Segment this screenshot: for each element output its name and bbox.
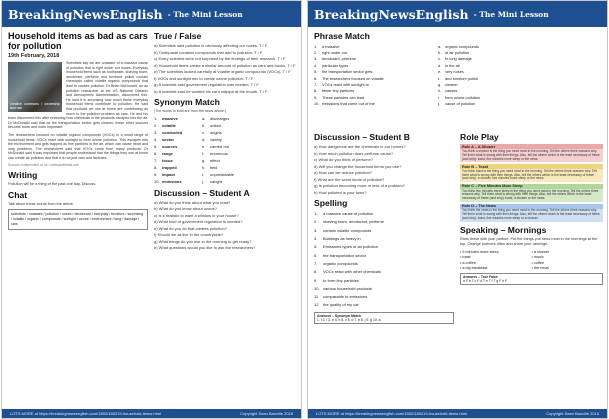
discussion-b-title: Discussion – Student B [314, 132, 410, 142]
discussion-a-item: c) Is it realistic to want a window in your house? [154, 212, 239, 218]
role-card-d [460, 204, 603, 222]
page-header [2, 1, 301, 27]
synonym-match-title: Synonym Match [154, 96, 220, 107]
photo-caption: creative commons / ownership and use [10, 102, 60, 110]
speaking-title: Speaking – Mornings [460, 225, 547, 236]
lesson-subtitle: - The Mini Lesson [167, 9, 243, 19]
role-card-a [460, 144, 603, 162]
role-card-heading: Role A – A Shower [460, 144, 603, 149]
discussion-b-item: a) How dangerous are the chemicals in our homes? [314, 144, 406, 149]
discussion-b-item: b) How much pollution does perfume cause? [314, 150, 394, 156]
discussion-a-title: Discussion – Student A [154, 187, 250, 198]
spelling-row: 10. various household products [314, 285, 372, 291]
article-sources: Sources: independent.co.uk / wattsupwiththat.com [8, 163, 80, 168]
chat-word-box: scientists / unaware / pollution / noses / deodorant / everyday / furniture / surprising / volatile / organic / compounds / sunlight / ozone / environment / lung / damage / cars [8, 209, 148, 230]
brand-logo: BreakingNewsEnglish [314, 6, 469, 22]
phrase-row: 5. the transportation sector gets e. very noses [314, 69, 464, 75]
synonym-row: 3. conducted c. origins [154, 129, 222, 135]
footer-copyright: Copyright Sean Banville 2018 [546, 411, 599, 416]
speaking-item: • a shower [531, 249, 550, 254]
phrase-row: 9. These particles can lead i. form ozone pollution [314, 94, 481, 100]
answers-true-false: Answers – True False a F b T c F d T e T f T g F h F [460, 273, 603, 285]
true-false-item: c) Every scientist were not surprised by the findings of their research. T / F [154, 56, 286, 61]
writing-prompt: Pollution will be a thing of the past one day. Discuss. [8, 182, 97, 187]
article-date: 19th February, 2018 [8, 53, 60, 59]
exercise-column [154, 31, 297, 406]
role-card-b [460, 164, 603, 182]
true-false-item: f) VOCs and sunlight mix to create ozone pollution. T / F [154, 75, 254, 81]
synonym-row: 10. emissions j. caught [154, 178, 223, 184]
phrase-row: 10. emissions that come out of the j. cause of pollution [314, 101, 476, 107]
role-card-body: You think a shower is the thing you need most in the morning. Tell the others three reasons why. Tell them what is wrong with their things. Also, tell the others which is the least necessary of these (and why): toast, five minutes more sleep or the news. [462, 148, 600, 161]
discussion-a-item: g) What things do you use in the morning to get ready? [154, 238, 252, 244]
phrase-row: 3. deodorant, perfume c. to lung damage [314, 56, 472, 62]
true-false-item: a) Scientists said pollution is obviously affecting our noses. T / F [154, 43, 268, 48]
true-false-item: e) The scientists looked carefully at volatile organic compounds (VOCs). T / F [154, 69, 291, 74]
role-card-body: You think the news is the thing you need most in the morning. Tell the others three reasons why. Tell them what is wrong with their things. Also, tell the others which is the least necessary of these (and why): toast, five minutes more sleep or a shower. [462, 208, 600, 221]
phrase-match-section [314, 31, 603, 131]
speaking-item: • a big breakfast [460, 266, 488, 271]
phrase-row: 2. right under our b. of air pollution [314, 50, 470, 56]
discussion-a-item: b) What do you know about ozone? [154, 206, 217, 211]
role-card-body: You think toast is the thing you need most in the morning. Tell the others three reasons why. Tell them what is wrong with their things. Also, tell the others which is the least necessary of these (and why): a shower, five minutes more sleep or the news. [462, 168, 597, 181]
speaking-item: • the news [531, 266, 550, 271]
spelling-row: 12. the quality of my car [314, 302, 359, 308]
worksheet-page-left [1, 0, 302, 419]
speaking-item: • music [531, 255, 544, 260]
phrase-match-title: Phrase Match [314, 31, 370, 41]
phrase-row: 7. VOCs react with sunlight to g. cleaner [314, 82, 458, 88]
spelling-row: 3. contain volatile compounds [314, 227, 372, 233]
speaking-item: • a coffee [460, 260, 476, 265]
discussion-b-item: f) What are the worst kinds of pollution? [314, 176, 385, 182]
article-paragraph: Scientists say we are unaware of a massive cause of pollution that is right under our noses. Everyday household items such as toothpaste, shaving foam, deodorant, perfume and furniture polish contain chemicals called volatile organic compounds that lead to causes pollution. Dr Brian McDonald, an air pollution researcher at the US National Oceanic and Atmospheric Administration, discovered this. He said it is surprising how much these everyday household items contribute to pollution. He said that products we use at home are contributing as much to the pollution problem as cars. He and his team discovered this after reviewing how chemicals in the products escaped into the air. Dr McDonald said that as the transportation sector gets cleaner, these other sources become more and more important. [8, 61, 148, 130]
true-false-item: g) A scientist said government regulation was needed. T / F [154, 82, 259, 87]
speaking-item: • coffee [531, 260, 545, 265]
speaking-item: • toast [460, 255, 471, 260]
right-right-column [460, 132, 603, 406]
spelling-row: 2. shaving foam, deodorant, perfume [314, 219, 384, 225]
discussion-a-item: h) What questions would you like to ask the researchers? [154, 245, 256, 250]
footer-copyright: Copyright Sean Banville 2018 [240, 411, 293, 416]
speaking-item: • 5 minutes more sleep [460, 249, 499, 254]
role-card-body: You think five minutes more sleep is the thing you need most in the morning. Tell the others three reasons why. Tell them what is wrong with their things. Also, tell the others which is the least necessary of these (and why): toast, a shower or the news. [462, 188, 599, 201]
phrase-row: 8. fewer tiny particles h. causes [314, 88, 458, 94]
synonym-match-intro: (The words in bold are from the news article.) [154, 108, 227, 113]
discussion-a-item: f) Should we all live in the countryside? [154, 232, 224, 237]
role-card-heading: Role D – The News [460, 204, 603, 209]
spelling-row: 5. Emissions types of air pollution [314, 244, 378, 250]
phrase-row: 1. a massive a. organic compounds [314, 43, 479, 49]
true-false-item: h) A scientist said he wanted his car's tailpipe at the mouth. T / F [154, 88, 268, 94]
spelling-row: 9. to form tiny particles [314, 277, 359, 283]
discussion-b-item: g) Is pollution becoming more or less of a problem? [314, 183, 405, 188]
brand-logo: BreakingNewsEnglish [8, 6, 163, 22]
spelling-title: Spelling [314, 197, 348, 208]
synonym-row: 5. sources e. carried out [154, 143, 229, 149]
discussion-b-item: d) Will you change the household items you use? [314, 163, 402, 169]
role-card-heading: Role B – Toast [460, 164, 603, 169]
lesson-subtitle: - The Mini Lesson [473, 9, 549, 19]
right-left-column [314, 132, 454, 406]
page-header [308, 1, 607, 27]
discussion-b-item: h) How polluted is your town? [314, 189, 367, 195]
article-paragraph: The researchers focused on volatile organic compounds (VOCs) in a small range of household items. VOCs react with sunlight to form ozone pollution. This escapes into the environment and gets trapped as fine particles in the air, which can cause heart and lung problems. The researchers said that VOCs come from many products. Dr McDonald said it was important that people understand that the things they use at home can create air pollution and that it is not just cars and factories. [8, 132, 148, 160]
phrase-row: 6. The researchers focused on volatile f. and furniture polish [314, 75, 479, 81]
true-false-title: True / False [154, 31, 202, 41]
spelling-row: 6. the transportation sector [314, 252, 367, 258]
discussion-b-item: c) What do you think of perfume? [314, 157, 373, 162]
spelling-row: 1. a massive cause of pollution [314, 211, 374, 217]
footer-link[interactable]: LOTS MORE at https://breakingnewsenglish.com/1802/180219-household-items.html [10, 411, 161, 416]
chat-title: Chat [8, 189, 28, 200]
article-photo [8, 62, 62, 112]
footer-link[interactable]: LOTS MORE at https://breakingnewsenglish.com/1802/180219-household-items.html [316, 411, 467, 416]
spelling-row: 8. VOCs react with other chemicals [314, 269, 382, 275]
synonym-row: 8. trapped h. field [154, 164, 218, 170]
article-body [8, 61, 148, 168]
synonym-row: 7. focus g. effect [154, 157, 220, 163]
discussion-a-item: a) What do you think about what you read? [154, 199, 231, 205]
page-footer [308, 409, 607, 418]
discussion-b-item: e) How can we reduce pollution? [314, 170, 373, 175]
role-card-heading: Role C – Five Minutes More Sleep [460, 184, 603, 189]
synonym-row: 1. massive a. discharges [154, 115, 230, 121]
discussion-a-item: d) What kind of government regulation is needed? [154, 219, 243, 224]
synonym-match-table [154, 115, 297, 185]
true-false-item: d) Household items create a similar amount of pollution as cars and trucks. T / F [154, 62, 296, 68]
spelling-row: 11. comparable to emissions [314, 294, 368, 300]
synonym-row: 4. sector d. variety [154, 136, 222, 142]
article-column [8, 31, 148, 406]
discussion-a-item: e) What do you do that creates pollution? [154, 225, 227, 231]
synonym-row: 6. range f. enormous [154, 150, 228, 156]
speaking-items [460, 250, 603, 271]
article-headline: Household items as bad as cars for pollution [8, 31, 148, 51]
role-card-c [460, 184, 603, 202]
role-play-title: Role Play [460, 132, 499, 142]
synonym-row: 9. impact i. unpredictable [154, 171, 235, 177]
spelling-row: 4. Buildings as heavy in [314, 236, 361, 242]
true-false-item: b) Toothpaste contains compounds that add to pollution. T / F [154, 49, 263, 55]
phrase-row: 4. particular types d. in the air [314, 62, 460, 68]
writing-title: Writing [8, 170, 38, 181]
speaking-intro: Rank these with your partner. Put the things you need most in the mornings at the top. Change partners often and share your rankings. [460, 237, 598, 246]
synonym-row: 2. volatile b. united [154, 122, 221, 128]
chat-intro: Talk about these words from the article. [8, 201, 75, 206]
answers-synonym: Answers – Synonym Match 1. f 2. i 3. e 4. h 5. c 6. d 7. b 8. j 9. g 10. a [314, 312, 454, 324]
worksheet-page-right [307, 0, 608, 419]
page-footer [2, 409, 301, 418]
spelling-row: 7. organic compounds [314, 260, 358, 266]
